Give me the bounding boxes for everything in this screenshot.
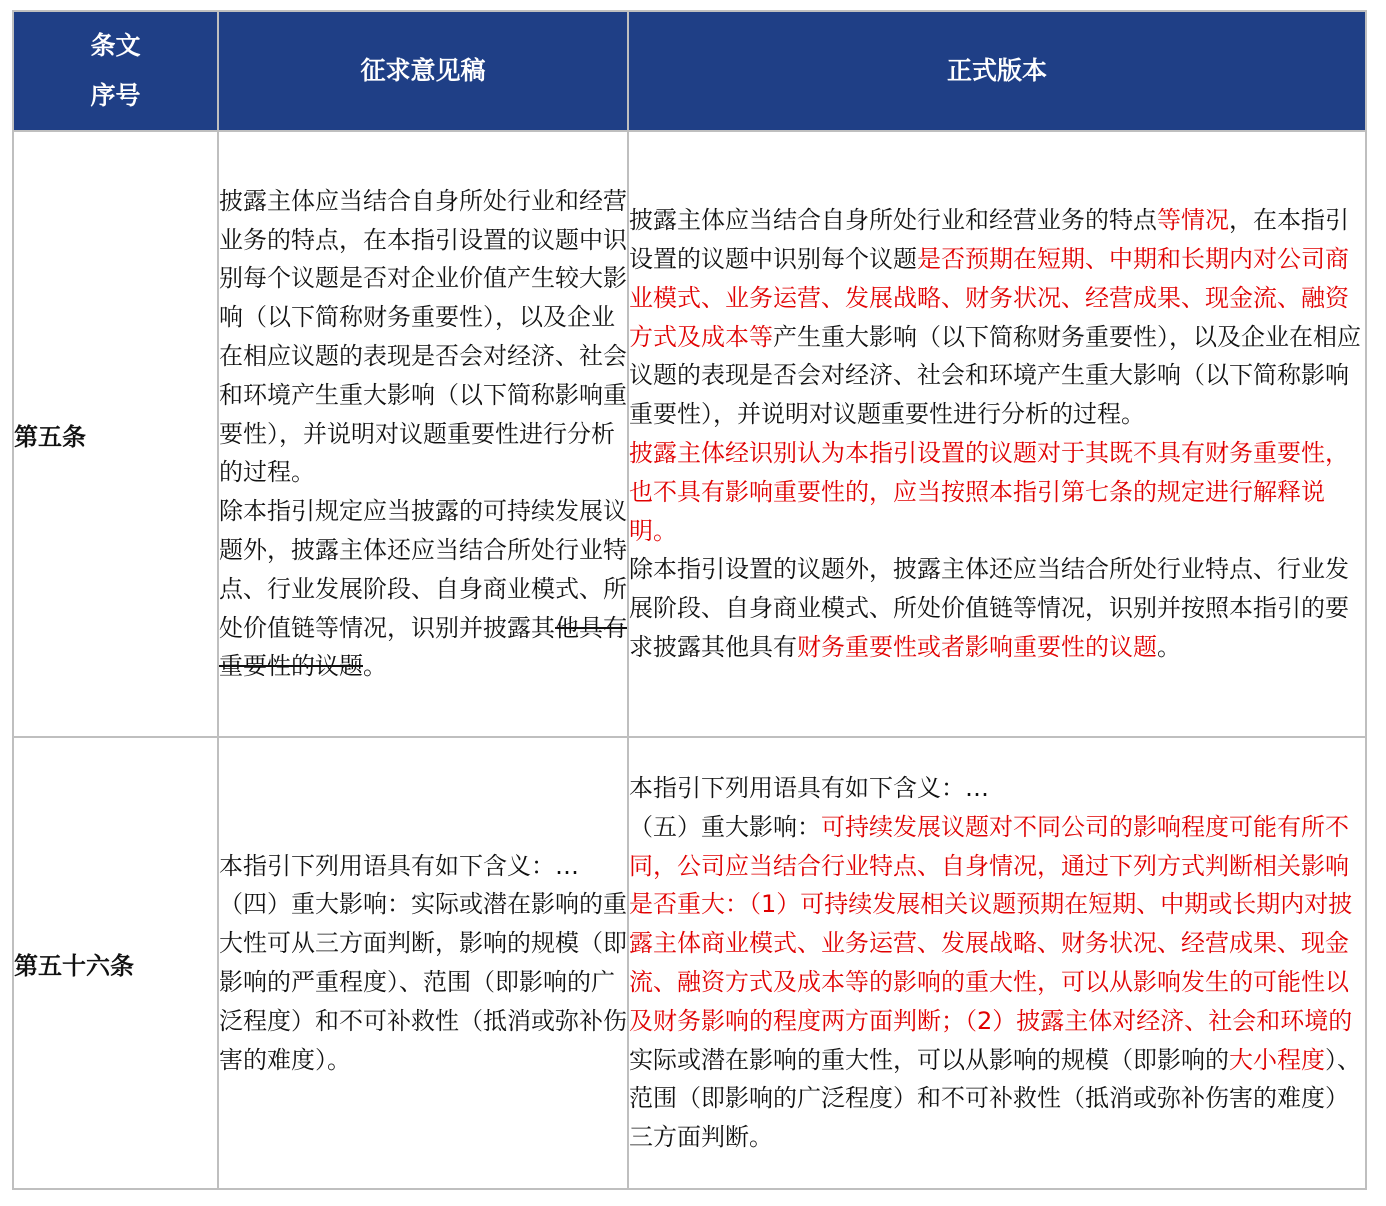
draft-text: 。 — [363, 652, 387, 681]
added-text: 大小程度 — [1229, 1045, 1325, 1074]
final-paragraph — [629, 550, 1365, 666]
final-text: 实际或潜在影响的重大性，可以从影响的规模（即影响的 — [629, 1045, 1229, 1074]
final-text: （五）重大影响： — [629, 812, 821, 841]
final-text: ）、范围（即影响的广泛程度）和不可补救性（抵消或弥补伤害的难度）三方面判断。 — [629, 1045, 1361, 1152]
final-text: 。 — [1157, 632, 1181, 661]
draft-cell — [218, 131, 628, 737]
article-label: 第五十六条 — [13, 737, 218, 1189]
final-text: 产生重大影响（以下简称财务重要性），以及企业在相应议题的表现是否会对经济、社会和环境产生重大影响（以下简称影响重要性），并说明对议题重要性进行分析的过程。 — [629, 322, 1361, 429]
header-article-line2: 序号 — [90, 81, 141, 110]
added-text: 可持续发展议题对不同公司的影响程度可能有所不同，公司应当结合行业特点、自身情况，通过下列方式判断相关影响是否重大：（1）可持续发展相关议题预期在短期、中期或长期内对披露主体商业模式、业务运营、发展战略、财务状况、经营成果、现金流、融资方式及成本等的影响的重大性，可以从影响发生的可能性以及财务影响的程度两方面判断；（2）披露主体对经济、社会和环境的 — [629, 812, 1353, 1035]
final-text: 披露主体应当结合自身所处行业和经营业务的特点 — [629, 206, 1157, 235]
final-text: ，在本指引设置的议题中识别每个议题 — [629, 206, 1349, 274]
added-paragraph: 披露主体经识别认为本指引设置的议题对于其既不具有财务重要性，也不具有影响重要性的，应当按照本指引第七条的规定进行解释说明。 — [629, 439, 1349, 545]
draft-paragraph: 本指引下列用语具有如下含义：… — [219, 851, 579, 880]
header-final: 正式版本 — [628, 11, 1366, 131]
final-paragraph: 本指引下列用语具有如下含义：… — [629, 774, 989, 803]
added-text: 财务重要性或者影响重要性的议题 — [797, 632, 1157, 661]
draft-paragraph — [219, 492, 627, 686]
draft-paragraph: 披露主体应当结合自身所处行业和经营业务的特点，在本指引设置的议题中识别每个议题是否对企业价值产生较大影响（以下简称财务重要性），以及企业在相应议题的表现是否会对经济、社会和环境产生重大影响（以下简称影响重要性），并说明对议题重要性进行分析的过程。 — [219, 186, 627, 487]
article-label: 第五条 — [13, 131, 218, 737]
table-row — [13, 131, 1366, 737]
comparison-table — [12, 10, 1367, 1190]
final-paragraph — [629, 808, 1365, 1157]
table-row — [13, 737, 1366, 1189]
header-row — [13, 11, 1366, 131]
final-paragraph — [629, 201, 1365, 434]
header-draft: 征求意见稿 — [218, 11, 628, 131]
added-text: 等情况 — [1157, 206, 1229, 235]
deleted-text: 他具有重要性的议题 — [219, 613, 627, 681]
draft-paragraph: （四）重大影响：实际或潜在影响的重大性可从三方面判断，影响的规模（即影响的严重程度）、范围（即影响的广泛程度）和不可补救性（抵消或弥补伤害的难度）。 — [219, 890, 627, 1074]
draft-text: 除本指引规定应当披露的可持续发展议题外，披露主体还应当结合所处行业特点、行业发展阶段、自身商业模式、所处价值链等情况，识别并披露其 — [219, 497, 627, 642]
header-article-number — [13, 11, 218, 131]
final-cell — [628, 131, 1366, 737]
final-cell — [628, 737, 1366, 1189]
draft-cell — [218, 737, 628, 1189]
final-text: 除本指引设置的议题外，披露主体还应当结合所处行业特点、行业发展阶段、自身商业模式、所处价值链等情况，识别并按照本指引的要求披露其他具有 — [629, 555, 1349, 661]
header-article-line1: 条文 — [90, 31, 141, 60]
added-text: 是否预期在短期、中期和长期内对公司商业模式、业务运营、发展战略、财务状况、经营成果、现金流、融资方式及成本等 — [629, 245, 1349, 351]
